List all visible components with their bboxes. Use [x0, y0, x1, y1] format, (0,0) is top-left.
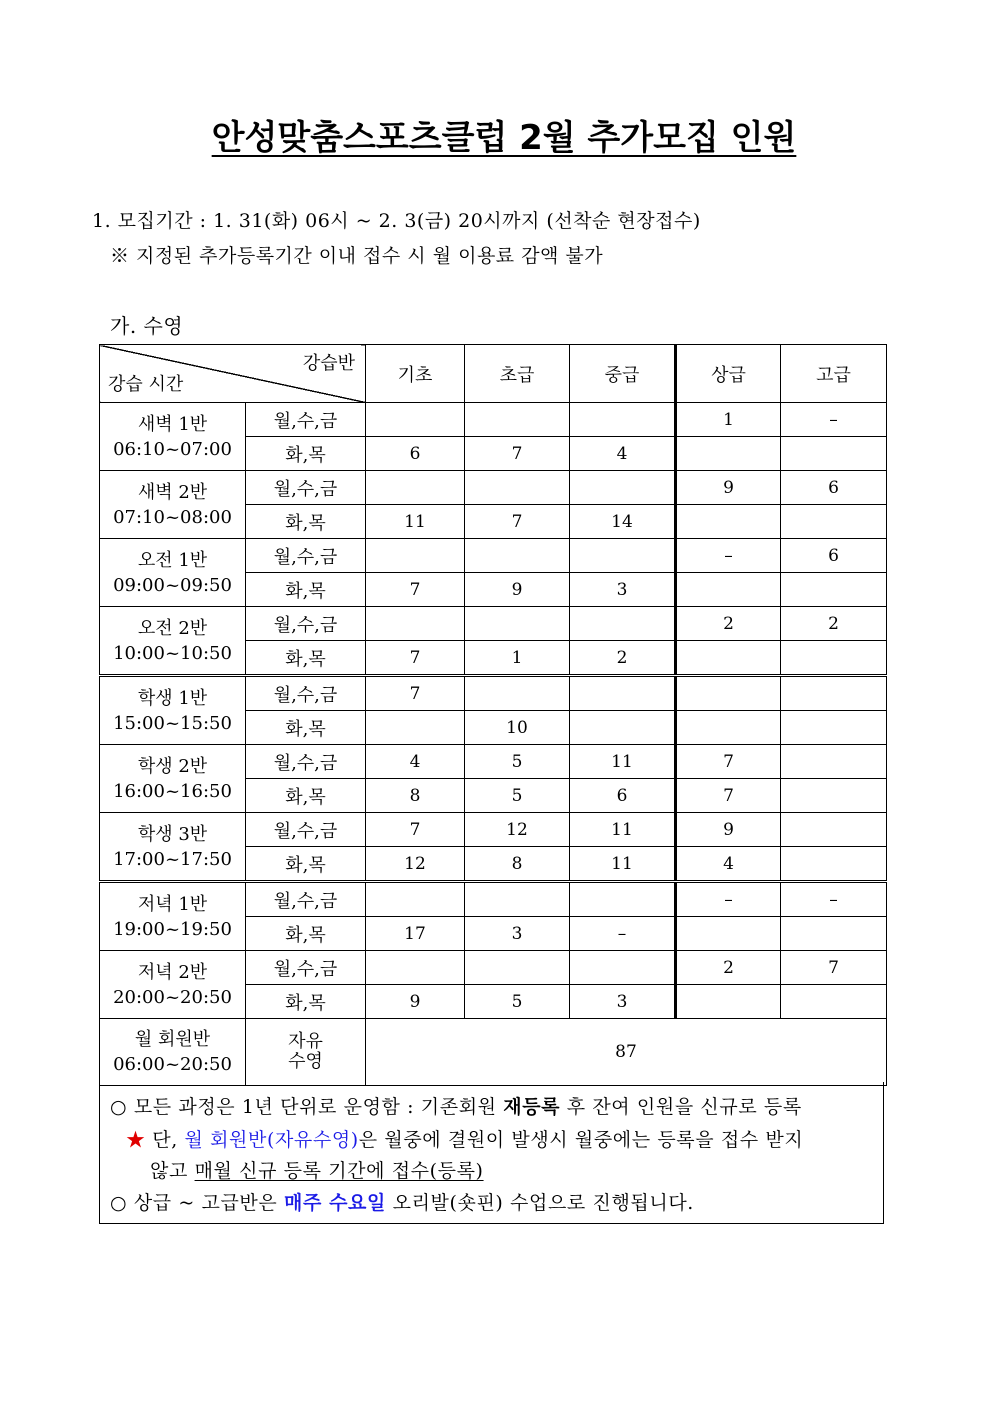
table-row: [100, 607, 887, 641]
count-cell: 2: [570, 641, 676, 676]
level-header: 초급: [465, 345, 570, 403]
count-cell: [676, 573, 781, 607]
count-cell: 7: [676, 779, 781, 813]
class-group-cell: [100, 882, 246, 951]
days-cell: 월,수,금: [246, 607, 366, 641]
monthly-type-cell: [246, 1019, 366, 1086]
monthly-value-cell: 87: [366, 1019, 887, 1086]
table-row: [100, 951, 887, 985]
count-cell: 9: [676, 471, 781, 505]
count-cell: 7: [366, 641, 465, 676]
count-cell: [366, 539, 465, 573]
count-cell: 11: [570, 813, 676, 847]
count-cell: [465, 951, 570, 985]
class-time: 10:00~10:50: [113, 642, 232, 664]
count-cell: [570, 471, 676, 505]
days-cell: 화,목: [246, 779, 366, 813]
count-cell: 2: [676, 607, 781, 641]
count-cell: [570, 403, 676, 437]
count-cell: [676, 641, 781, 676]
days-cell: 화,목: [246, 985, 366, 1019]
monthly-group-cell: [100, 1019, 246, 1086]
count-cell: [366, 882, 465, 917]
note-wednesday: ○ 상급 ~ 고급반은 매주 수요일 오리발(숏핀) 수업으로 진행됩니다.: [110, 1192, 694, 1214]
count-cell: [570, 711, 676, 745]
class-group-cell: [100, 745, 246, 813]
class-group-cell: [100, 951, 246, 1019]
count-cell: [465, 676, 570, 711]
recruit-period: 1. 모집기간 : 1. 31(화) 06시 ~ 2. 3(금) 20시까지 (선착순 현장접수): [92, 210, 701, 232]
class-time: 07:10~08:00: [113, 506, 232, 528]
table-row: [100, 403, 887, 437]
count-cell: [465, 607, 570, 641]
count-cell: [570, 951, 676, 985]
count-cell: [781, 813, 887, 847]
count-cell: 7: [676, 745, 781, 779]
count-cell: 14: [570, 505, 676, 539]
class-name: 새벽 2반: [137, 481, 208, 503]
count-cell: [570, 882, 676, 917]
count-cell: 17: [366, 917, 465, 951]
count-cell: 10: [465, 711, 570, 745]
count-cell: [366, 711, 465, 745]
count-cell: –: [570, 917, 676, 951]
count-cell: [676, 437, 781, 471]
count-cell: [465, 471, 570, 505]
class-group-cell: [100, 676, 246, 745]
days-cell: 화,목: [246, 641, 366, 676]
count-cell: 7: [366, 813, 465, 847]
count-cell: [781, 847, 887, 882]
class-time: 15:00~15:50: [113, 712, 232, 734]
class-time: 16:00~16:50: [113, 780, 232, 802]
class-name: 저녁 1반: [137, 893, 208, 915]
notes-box: [99, 1082, 884, 1224]
page-title: 안성맞춤스포츠클럽 2월 추가모집 인원: [211, 118, 797, 158]
days-cell: 화,목: [246, 917, 366, 951]
class-name: 오전 2반: [137, 617, 208, 639]
section-label: 가. 수영: [110, 314, 184, 338]
count-cell: 9: [465, 573, 570, 607]
note-monthly: ★ 단, 월 회원반(자유수영)은 월중에 결원이 발생시 월중에는 등록을 접수 받지: [126, 1129, 804, 1151]
count-cell: 5: [465, 745, 570, 779]
count-cell: 7: [366, 573, 465, 607]
class-name: 학생 3반: [137, 823, 208, 845]
days-cell: 화,목: [246, 573, 366, 607]
count-cell: 4: [570, 437, 676, 471]
count-cell: [781, 985, 887, 1019]
level-header: 상급: [676, 345, 781, 403]
count-cell: 6: [781, 539, 887, 573]
monthly-row: [100, 1019, 887, 1086]
monthly-type-line2: 수영: [288, 1051, 323, 1072]
count-cell: 2: [781, 607, 887, 641]
days-cell: 월,수,금: [246, 813, 366, 847]
count-cell: 11: [570, 847, 676, 882]
count-cell: 1: [465, 641, 570, 676]
note-monthly-cont: 않고 매월 신규 등록 기간에 접수(등록): [150, 1160, 484, 1182]
count-cell: [570, 539, 676, 573]
level-header: 중급: [570, 345, 676, 403]
class-group-cell: [100, 403, 246, 471]
count-cell: [366, 403, 465, 437]
count-cell: 9: [366, 985, 465, 1019]
class-time: 09:00~09:50: [113, 574, 232, 596]
count-cell: [781, 437, 887, 471]
count-cell: [465, 539, 570, 573]
table-row: [100, 676, 887, 711]
count-cell: [781, 573, 887, 607]
count-cell: 7: [781, 951, 887, 985]
count-cell: [366, 951, 465, 985]
table-row: [100, 882, 887, 917]
count-cell: 12: [366, 847, 465, 882]
count-cell: 3: [570, 985, 676, 1019]
days-cell: 화,목: [246, 437, 366, 471]
days-cell: 월,수,금: [246, 745, 366, 779]
notice-line: ※ 지정된 추가등록기간 이내 접수 시 월 이용료 감액 불가: [110, 245, 604, 267]
monthly-type-line1: 자유: [288, 1031, 323, 1052]
count-cell: –: [781, 403, 887, 437]
class-name: 오전 1반: [137, 549, 208, 571]
count-cell: [781, 779, 887, 813]
days-cell: 월,수,금: [246, 471, 366, 505]
days-cell: 화,목: [246, 505, 366, 539]
days-cell: 월,수,금: [246, 882, 366, 917]
count-cell: –: [676, 539, 781, 573]
count-cell: [781, 745, 887, 779]
class-group-cell: [100, 813, 246, 882]
count-cell: 3: [465, 917, 570, 951]
monthly-time: 06:00~20:50: [113, 1054, 232, 1075]
count-cell: 2: [676, 951, 781, 985]
count-cell: [781, 641, 887, 676]
count-cell: [781, 711, 887, 745]
count-cell: [781, 676, 887, 711]
days-cell: 화,목: [246, 711, 366, 745]
class-time: 17:00~17:50: [113, 848, 232, 870]
count-cell: [570, 607, 676, 641]
count-cell: 7: [465, 505, 570, 539]
level-header: 기초: [366, 345, 465, 403]
class-time: 19:00~19:50: [113, 918, 232, 940]
class-time: 06:10~07:00: [113, 438, 232, 460]
days-cell: 화,목: [246, 847, 366, 882]
count-cell: [676, 985, 781, 1019]
count-cell: [676, 676, 781, 711]
count-cell: 7: [366, 676, 465, 711]
note-annual: ○ 모든 과정은 1년 단위로 운영함 : 기존회원 재등록 후 잔여 인원을 신규로 등록: [110, 1096, 802, 1118]
count-cell: [781, 505, 887, 539]
table-row: [100, 745, 887, 779]
level-header: 고급: [781, 345, 887, 403]
corner-class-label: 강습반: [302, 353, 355, 374]
table-row: [100, 813, 887, 847]
count-cell: [781, 917, 887, 951]
count-cell: 6: [366, 437, 465, 471]
class-name: 학생 1반: [137, 687, 208, 709]
star-icon: ★: [126, 1129, 146, 1151]
count-cell: 7: [465, 437, 570, 471]
count-cell: [676, 917, 781, 951]
count-cell: –: [676, 882, 781, 917]
count-cell: 5: [465, 985, 570, 1019]
count-cell: [465, 882, 570, 917]
count-cell: 4: [676, 847, 781, 882]
class-group-cell: [100, 607, 246, 676]
count-cell: 5: [465, 779, 570, 813]
count-cell: 11: [570, 745, 676, 779]
count-cell: [366, 607, 465, 641]
corner-time-label: 강습 시간: [108, 374, 184, 395]
corner-cell: [100, 345, 366, 403]
count-cell: [465, 403, 570, 437]
count-cell: [570, 676, 676, 711]
count-cell: 4: [366, 745, 465, 779]
table-row: [100, 471, 887, 505]
count-cell: –: [781, 882, 887, 917]
class-name: 학생 2반: [137, 755, 208, 777]
count-cell: 3: [570, 573, 676, 607]
count-cell: [366, 471, 465, 505]
count-cell: 6: [570, 779, 676, 813]
count-cell: [676, 711, 781, 745]
class-time: 20:00~20:50: [113, 986, 232, 1008]
count-cell: [676, 505, 781, 539]
days-cell: 월,수,금: [246, 403, 366, 437]
count-cell: 1: [676, 403, 781, 437]
schedule-table: [99, 344, 887, 1086]
monthly-name: 월 회원반: [134, 1029, 211, 1050]
class-group-cell: [100, 471, 246, 539]
count-cell: 6: [781, 471, 887, 505]
count-cell: 11: [366, 505, 465, 539]
class-name: 저녁 2반: [137, 961, 208, 983]
days-cell: 월,수,금: [246, 539, 366, 573]
count-cell: 9: [676, 813, 781, 847]
class-name: 새벽 1반: [137, 413, 208, 435]
table-header-row: [100, 345, 887, 403]
class-group-cell: [100, 539, 246, 607]
count-cell: 8: [465, 847, 570, 882]
count-cell: 12: [465, 813, 570, 847]
count-cell: 8: [366, 779, 465, 813]
table-row: [100, 539, 887, 573]
days-cell: 월,수,금: [246, 951, 366, 985]
days-cell: 월,수,금: [246, 676, 366, 711]
